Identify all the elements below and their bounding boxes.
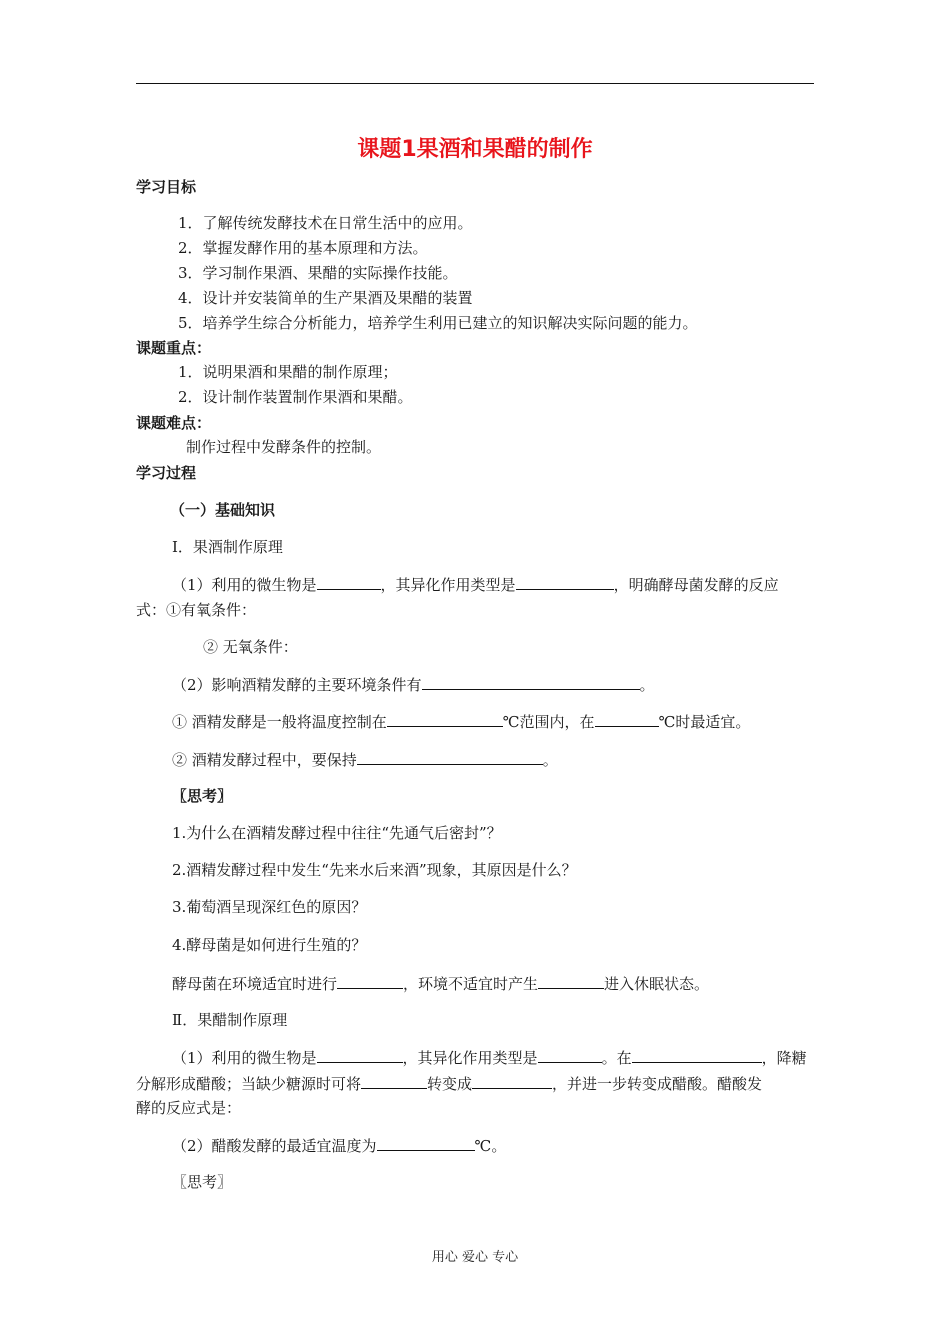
wine-q2-line bbox=[172, 674, 655, 695]
answer-blank[interactable] bbox=[632, 1047, 762, 1063]
difficulty-text: 制作过程中发酵条件的控制。 bbox=[186, 438, 382, 456]
answer-blank[interactable] bbox=[595, 711, 659, 727]
answer-blank[interactable] bbox=[422, 674, 640, 690]
answer-blank[interactable] bbox=[317, 574, 381, 590]
text-run: （2）影响酒精发酵的主要环境条件有 bbox=[172, 676, 422, 694]
wine-temp-line bbox=[172, 711, 750, 732]
answer-blank[interactable] bbox=[472, 1073, 552, 1089]
vinegar-principle-heading: Ⅱ．果醋制作原理 bbox=[172, 1011, 288, 1029]
text-run: （2）醋酸发酵的最适宜温度为 bbox=[172, 1137, 377, 1155]
text-run: 转变成 bbox=[427, 1075, 473, 1093]
text-run: ，降糖 bbox=[761, 1049, 807, 1067]
vinegar-q1-line bbox=[136, 1073, 762, 1094]
text-run: 。 bbox=[542, 751, 558, 769]
page-footer: 用心 爱心 专心 bbox=[431, 1250, 519, 1265]
process-heading: 学习过程 bbox=[136, 464, 197, 482]
answer-blank[interactable] bbox=[361, 1073, 427, 1089]
answer-blank[interactable] bbox=[337, 973, 403, 989]
key-point-item: 1．说明果酒和果醋的制作原理； bbox=[178, 363, 398, 381]
text-run: ② 酒精发酵过程中，要保持 bbox=[172, 751, 357, 769]
wine-q1-line bbox=[172, 574, 779, 595]
key-points-heading: 课题重点： bbox=[136, 339, 212, 357]
header-rule bbox=[136, 83, 814, 84]
answer-blank[interactable] bbox=[357, 749, 543, 765]
objective-item: 4．设计并安装简单的生产果酒及果醋的装置 bbox=[178, 289, 473, 307]
wine-keep-line bbox=[172, 749, 558, 770]
key-point-item: 2．设计制作装置制作果酒和果醋。 bbox=[178, 388, 413, 406]
think-heading: 〖思考〗 bbox=[172, 1173, 233, 1191]
answer-blank[interactable] bbox=[317, 1047, 403, 1063]
objective-item: 2．掌握发酵作用的基本原理和方法。 bbox=[178, 239, 428, 257]
text-run: ① 酒精发酵是一般将温度控制在 bbox=[172, 713, 387, 731]
think-question: 4.酵母菌是如何进行生殖的？ bbox=[172, 936, 367, 954]
text-run: （1）利用的微生物是 bbox=[172, 1049, 317, 1067]
text-run: 进入休眠状态。 bbox=[604, 975, 710, 993]
text-run: ，环境不适宜时产生 bbox=[403, 975, 539, 993]
objectives-heading: 学习目标 bbox=[136, 178, 197, 196]
objective-item: 1．了解传统发酵技术在日常生活中的应用。 bbox=[178, 214, 473, 232]
text-run: ，明确酵母菌发酵的反应 bbox=[613, 576, 779, 594]
text-run: 酵母菌在环境适宜时进行 bbox=[172, 975, 338, 993]
think-question: 2.酒精发酵过程中发生“先来水后来酒”现象，其原因是什么？ bbox=[172, 861, 577, 879]
objective-item: 5．培养学生综合分析能力，培养学生利用已建立的知识解决实际问题的能力。 bbox=[178, 314, 698, 332]
vinegar-q2-line bbox=[172, 1135, 506, 1156]
text-run: （1）利用的微生物是 bbox=[172, 576, 317, 594]
text-run: ，其异化作用类型是 bbox=[380, 576, 516, 594]
text-run: ℃时最适宜。 bbox=[658, 713, 751, 731]
think-heading: 〖思考〗 bbox=[172, 787, 233, 805]
objective-item: 3．学习制作果酒、果醋的实际操作技能。 bbox=[178, 264, 458, 282]
wine-q1-anaerobic: ② 无氧条件： bbox=[203, 638, 298, 656]
text-run: ℃范围内，在 bbox=[502, 713, 595, 731]
basic-knowledge-heading: （一）基础知识 bbox=[170, 501, 276, 519]
vinegar-q1-line bbox=[172, 1047, 807, 1068]
wine-principle-heading: Ⅰ．果酒制作原理 bbox=[172, 538, 283, 556]
vinegar-q1-line: 酵的反应式是： bbox=[136, 1099, 242, 1117]
text-run: 分解形成醋酸；当缺少糖源时可将 bbox=[136, 1075, 362, 1093]
difficulty-heading: 课题难点： bbox=[136, 414, 212, 432]
yeast-line bbox=[172, 973, 709, 994]
think-question: 1.为什么在酒精发酵过程中往往“先通气后密封”？ bbox=[172, 824, 502, 842]
answer-blank[interactable] bbox=[538, 973, 604, 989]
text-run: 。在 bbox=[601, 1049, 632, 1067]
answer-blank[interactable] bbox=[387, 711, 503, 727]
text-run: ，其异化作用类型是 bbox=[402, 1049, 538, 1067]
answer-blank[interactable] bbox=[377, 1135, 475, 1151]
text-run: 。 bbox=[639, 676, 655, 694]
page-title: 课题1果酒和果醋的制作 bbox=[357, 137, 593, 162]
text-run: ，并进一步转变成醋酸。醋酸发 bbox=[552, 1075, 763, 1093]
text-run: ℃。 bbox=[474, 1137, 507, 1155]
answer-blank[interactable] bbox=[538, 1047, 602, 1063]
answer-blank[interactable] bbox=[516, 574, 614, 590]
think-question: 3.葡萄酒呈现深红色的原因？ bbox=[172, 898, 367, 916]
wine-q1-line: 式：①有氧条件： bbox=[136, 601, 257, 619]
